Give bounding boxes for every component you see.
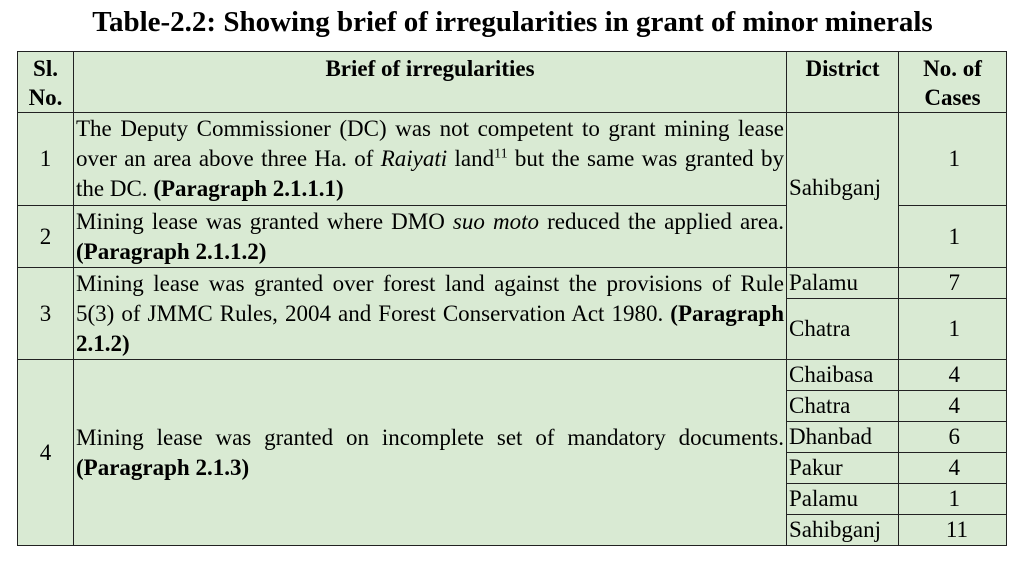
brief-text: The Deputy Commissioner (DC) was not competent to grant mining lease over an area above three Ha. of [76,116,784,171]
cases-cell [899,360,1007,391]
cases-value: 1 [948,316,960,341]
cases-cell [899,113,1007,206]
cases-cell [899,391,1007,422]
cases-value: 11 [945,517,968,542]
cases-value: 7 [948,270,960,295]
brief-text: Mining lease was granted where DMO [76,208,453,234]
brief-text: but the same was granted by the DC. [76,146,784,201]
table-title: Table-2.2: Showing brief of irregularities in grant of minor minerals [92,6,933,38]
district-cell: Chaibasa [787,360,899,391]
cases-cell [899,453,1007,484]
sl-no-cell: 4 [18,360,74,546]
cases-cell [899,515,1007,546]
cases-value: 1 [948,146,960,171]
sl-no-cell: 3 [18,268,74,360]
brief-text: land [447,146,495,171]
irregularities-table [17,51,1007,546]
cases-cell [899,299,1007,360]
brief-cell [74,268,787,360]
paragraph-ref: (Paragraph 2.1.2) [76,300,784,356]
brief-text: Mining lease was granted on incomplete set of mandatory documents. [76,424,784,450]
cases-value: 1 [948,486,960,511]
header-sl-no: Sl. No. [18,52,74,113]
brief-cell [74,206,787,268]
footnote-ref: 11 [494,146,508,162]
district-cell: Dhanbad [787,422,899,453]
table-row [18,113,1007,206]
district-cell: Palamu [787,268,899,299]
table-row [18,268,1007,299]
header-district: District [787,52,899,113]
brief-italic: Raiyati [380,146,448,171]
district-cell: Chatra [787,391,899,422]
brief-cell [74,113,787,206]
header-no-of-cases: No. of Cases [899,52,1007,113]
header-brief: Brief of irregularities [74,52,787,113]
cases-cell [899,206,1007,268]
district-cell: Sahibganj [787,515,899,546]
cases-cell [899,268,1007,299]
brief-text: reduced the applied area. [538,208,784,234]
district-cell: Chatra [787,299,899,360]
sl-no-cell: 2 [18,206,74,268]
cases-value: 1 [948,223,960,249]
paragraph-ref: (Paragraph 2.1.3) [76,454,250,480]
cases-cell [899,422,1007,453]
district-cell: Pakur [787,453,899,484]
paragraph-ref: (Paragraph 2.1.1.1) [153,176,344,201]
cases-value: 4 [948,362,960,387]
cases-value: 6 [948,424,960,449]
brief-cell [74,360,787,546]
district-cell: Palamu [787,484,899,515]
cases-value: 4 [948,393,960,418]
brief-text: Mining lease was granted over forest land against the provisions of Rule 5(3) of JMMC Rules, 2004 and Forest Conservation Act 1980. [76,270,784,326]
district-cell: Sahibganj [787,113,899,268]
paragraph-ref: (Paragraph 2.1.1.2) [76,238,267,264]
cases-cell [899,484,1007,515]
sl-no-cell: 1 [18,113,74,206]
brief-italic: suo moto [452,208,539,234]
table-row [18,360,1007,391]
header-row [18,52,1007,113]
cases-value: 4 [948,455,960,480]
